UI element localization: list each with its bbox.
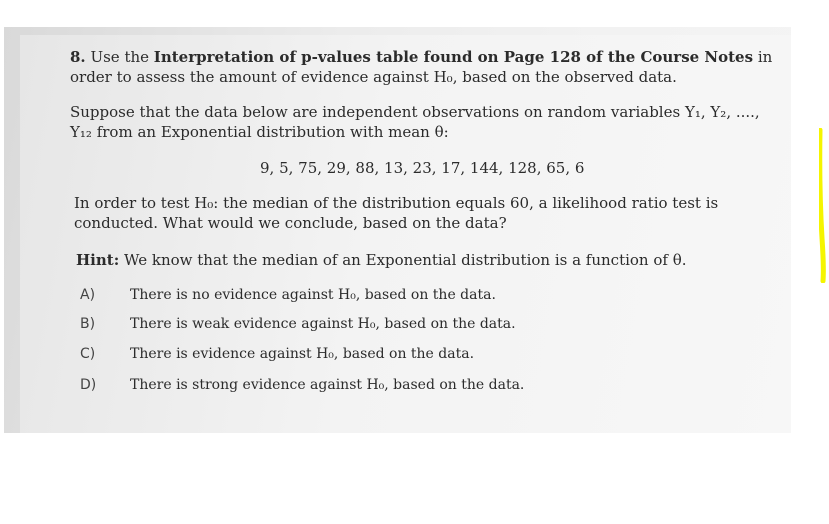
option-b-letter: B) [80, 316, 96, 332]
suppose-line-2: Y₁₂ from an Exponential distribution with mean θ: [70, 123, 449, 141]
question-line-1 [70, 48, 772, 67]
question-page [20, 35, 791, 433]
hint-text: We know that the median of an Exponential distribution is a function of θ. [124, 251, 687, 269]
yellow-highlighter-mark [819, 128, 826, 283]
suppose-line-1: Suppose that the data below are independent observations on random variables Y₁, Y₂, ...., [70, 103, 760, 121]
option-b-text: There is weak evidence against H₀, based on the data. [130, 316, 516, 332]
option-d-letter: D) [80, 377, 97, 393]
hint-line [76, 251, 687, 270]
question-photo [4, 27, 791, 433]
test-line-2: conducted. What would we conclude, based on the data? [74, 214, 507, 232]
question-number: 8. [70, 48, 86, 66]
option-a-letter: A) [80, 287, 96, 303]
highlighter-stroke [820, 130, 824, 281]
data-values: 9, 5, 75, 29, 88, 13, 23, 17, 144, 128, 65, 6 [260, 159, 585, 177]
hint-label: Hint: [76, 251, 120, 269]
question-line-2: order to assess the amount of evidence against H₀, based on the observed data. [70, 68, 677, 86]
intro-bold-text: Interpretation of p-values table found on Page 128 of the Course Notes [153, 48, 754, 66]
option-c-text: There is evidence against H₀, based on the data. [130, 346, 475, 362]
intro-text-end: in [757, 48, 773, 66]
test-line-1: In order to test H₀: the median of the distribution equals 60, a likelihood ratio test is [74, 194, 719, 212]
option-d-text: There is strong evidence against H₀, based on the data. [130, 377, 525, 393]
option-a-text: There is no evidence against H₀, based on the data. [130, 287, 496, 303]
option-c-letter: C) [80, 346, 96, 362]
intro-text: Use the [90, 48, 150, 66]
